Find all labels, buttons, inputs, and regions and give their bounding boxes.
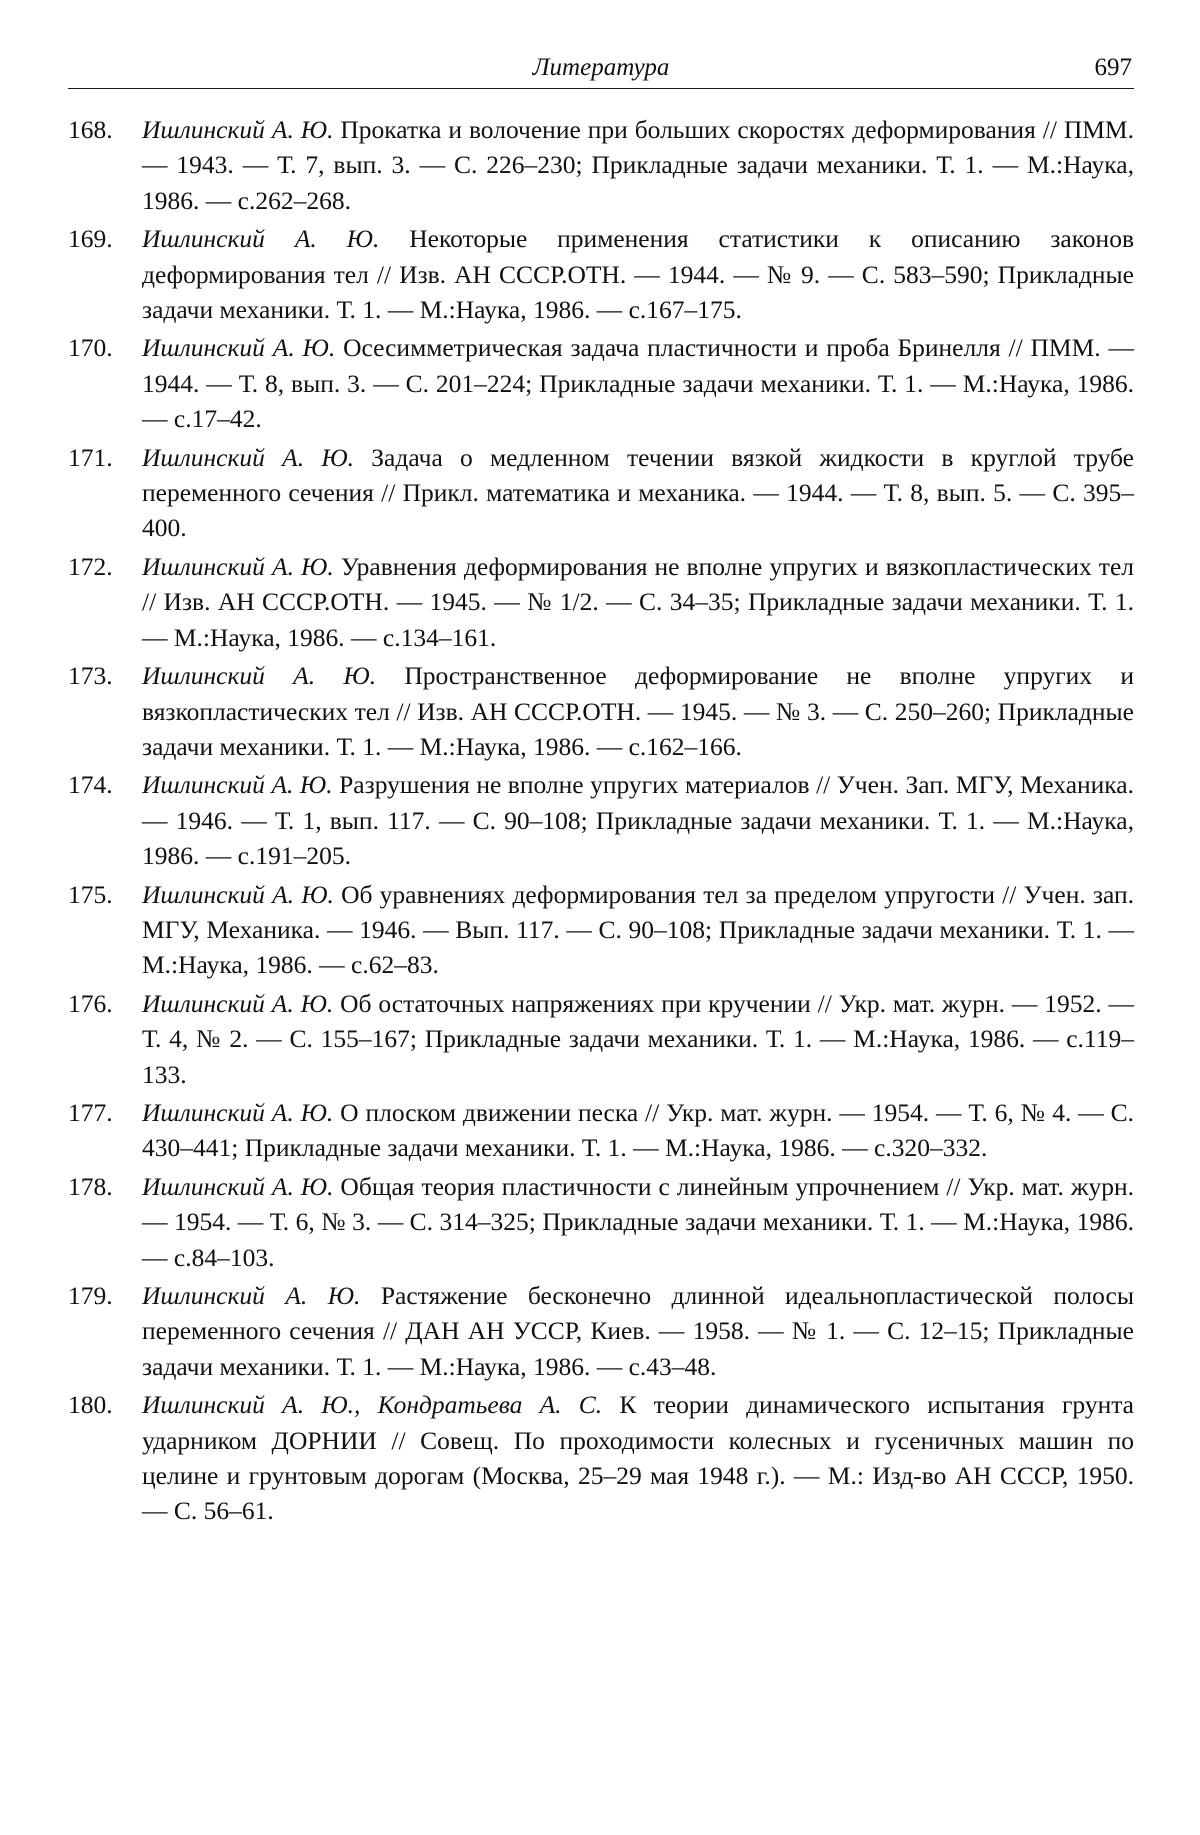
reference-authors: Ишлинский А. Ю. [142,661,377,691]
reference-number: 168. [68,115,113,144]
reference-number: 179. [68,1281,113,1310]
reference-authors: Ишлинский А. Ю. [142,224,380,254]
reference-number: 175. [68,879,113,909]
reference-text: Общая теория пластичности с линейным упрочнением // Укр. мат. журн. — 1954. — Т. 6, № 3. — С. 314–325; Прикладные задачи механики. Т. 1. — М.:Наука, 1986. — с.84–103. [142,1171,1134,1272]
reference-text: Некоторые применения статистики к описанию законов деформирования тел // Изв. АН СССР.ОТН. — 1944. — № 9. — С. 583–590; Прикладные задачи механики. Т. 1. — М.:Наука, 1986. — с.167–175. [142,224,1134,325]
reference-number: 174. [68,770,113,800]
document-page [68,52,1134,1526]
reference-item [68,112,1134,218]
reference-text: К теории динамического испытания грунта ударником ДОРНИИ // Совещ. По проходимости колесных и гусеничных машин по целине и грунтовым дорогам (Москва, 25–29 мая 1948 г.). — М.: Изд-во АН СССР, 1950. — С. 56–61. [142,1390,1134,1526]
reference-text: Пространственное деформирование не вполне упругих и вязкопластических тел // Изв. АН СССР.ОТН. — 1945. — № 3. — С. 250–260; Прикладные задачи механики. Т. 1. — М.:Наука, 1986. — с.162–166. [142,661,1134,761]
reference-item [68,986,1134,1092]
reference-item [68,1278,1134,1384]
reference-item [68,221,1134,327]
reference-text: Прокатка и волочение при больших скоростях деформирования // ПММ. — 1943. — Т. 7, вып. 3. — С. 226–230; Прикладные задачи механики. Т. 1. — М.:Наука, 1986. — с.262–268. [142,115,1134,215]
reference-number: 172. [68,551,113,581]
reference-authors: Ишлинский А. Ю. [142,879,334,909]
reference-authors: Ишлинский А. Ю. [142,115,334,144]
reference-authors: Ишлинский А. Ю. [142,988,334,1018]
reference-number: 178. [68,1171,113,1201]
reference-authors: Ишлинский А. Ю. [142,551,334,581]
reference-authors: Ишлинский А. Ю. [142,1281,361,1310]
reference-item [68,658,1134,764]
reference-item [68,1387,1134,1529]
reference-number: 180. [68,1390,113,1420]
reference-authors: Ишлинский А. Ю. [142,770,333,800]
reference-number: 177. [68,1097,113,1127]
reference-number: 169. [68,224,113,254]
header-title: Литература [532,54,670,81]
reference-item [68,1095,1134,1166]
reference-text: Об остаточных напряжениях при кручении // Укр. мат. журн. — 1952. — Т. 4, № 2. — С. 155–167; Прикладные задачи механики. Т. 1. — М.:Наука, 1986. — с.119–133. [142,988,1134,1089]
reference-number: 173. [68,661,113,691]
reference-item [68,440,1134,546]
reference-item [68,1169,1134,1275]
reference-text: О плоском движении песка // Укр. мат. журн. — 1954. — Т. 6, № 4. — С. 430–441; Прикладные задачи механики. Т. 1. — М.:Наука, 1986. — с.320–332. [142,1097,1134,1163]
reference-number: 171. [68,442,113,472]
reference-text: Уравнения деформирования не вполне упругих и вязкопластических тел // Изв. АН СССР.ОТН. — 1945. — № 1/2. — С. 34–35; Прикладные задачи механики. Т. 1. — М.:Наука, 1986. — с.134–161. [142,551,1134,652]
reference-authors: Ишлинский А. Ю. [142,1171,334,1201]
reference-text: Об уравнениях деформирования тел за пределом упругости // Учен. зап. МГУ, Механика. — 1946. — Вып. 117. — С. 90–108; Прикладные задачи механики. Т. 1. — М.:Наука, 1986. — с.62–83. [142,879,1134,980]
reference-text: Разрушения не вполне упругих материалов // Учен. Зап. МГУ, Механика. — 1946. — Т. 1, вып. 117. — С. 90–108; Прикладные задачи механики. Т. 1. — М.:Наука, 1986. — с.191–205. [142,770,1134,871]
reference-number: 176. [68,988,113,1018]
reference-authors: Ишлинский А. Ю. [142,442,355,472]
reference-number: 170. [68,333,113,363]
reference-item [68,767,1134,873]
reference-item [68,877,1134,983]
reference-text: Задача о медленном течении вязкой жидкости в круглой трубе переменного сечения // Прикл. математика и механика. — 1944. — Т. 8, вып. 5. — С. 395–400. [142,442,1134,543]
reference-authors: Ишлинский А. Ю. [142,1097,334,1127]
reference-list [68,112,1134,1532]
running-header [68,52,1134,89]
page-number: 697 [1094,54,1132,81]
reference-text: Растяжение бесконечно длинной идеальнопластической полосы переменного сечения // ДАН АН УССР, Киев. — 1958. — № 1. — С. 12–15; Прикладные задачи механики. Т. 1. — М.:Наука, 1986. — с.43–48. [142,1281,1134,1381]
reference-item [68,330,1134,436]
reference-item [68,549,1134,655]
reference-authors: Ишлинский А. Ю. [142,333,336,363]
reference-text: Осесимметрическая задача пластичности и проба Бринелля // ПММ. — 1944. — Т. 8, вып. 3. — С. 201–224; Прикладные задачи механики. Т. 1. — М.:Наука, 1986. — с.17–42. [142,333,1134,434]
reference-authors: Ишлинский А. Ю., Кондратьева А. С. [142,1390,603,1420]
